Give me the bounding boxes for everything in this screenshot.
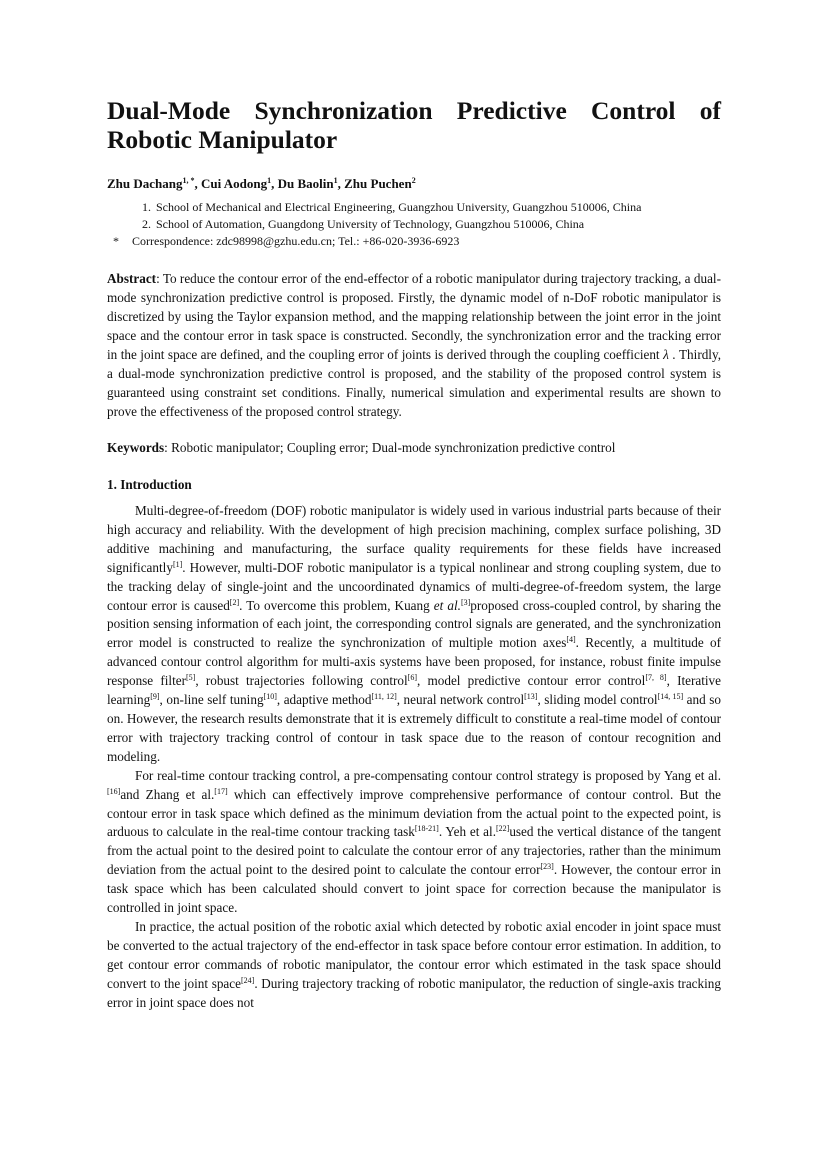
paragraph-text: In practice, the actual position of the robotic axial which detected by robotic axial encoder in joint space must be converted to the actual trajectory of the end-effector in task space before contour error estimation. In addition, to get contour error commands of robotic manipulator, the contour error which estimated in the task space should convert to the joint space [107, 918, 721, 991]
author-affiliation-mark: 1, * [182, 176, 195, 185]
author-list: Zhu Dachang$^{1, *}$, Cui Aodong$^1$, Du Baolin$^1$, Zhu Puchen$^2$ [107, 176, 416, 191]
et-al: et al. [433, 597, 461, 613]
paragraph-text: used the vertical distance of the tangent from the actual point to the desired point to calculate the contour error of any trajectories, rather than the minimum deviation from the actual point to the desired point to calculate the contour error [107, 824, 721, 878]
abstract [107, 269, 721, 421]
citation: [6] [407, 673, 417, 683]
paragraph-text: , on-line self tuning [159, 692, 264, 708]
citation: [5] [186, 673, 196, 683]
citation: [2] [229, 597, 240, 607]
keywords [107, 438, 721, 457]
citation: [17] [214, 786, 228, 796]
author-affiliation-mark: 1 [333, 176, 338, 185]
paragraph-text: . Yeh et al. [438, 824, 496, 840]
citation: [18-21] [414, 824, 439, 834]
paragraph-text: Multi-degree-of-freedom (DOF) robotic manipulator is widely used in various industrial parts because of their high accuracy and reliability. With the development of high precision machining, complex surface polishing, 3D additive machining and manufacturing, the surface quality requirements for these fields have increased significantly [107, 503, 721, 575]
author-name: Du Baolin [277, 176, 334, 191]
paragraph-text: proposed cross-coupled control, by sharing the position sensing information of each joint, the corresponding control signals are generated, and the synchronization error model is constructed to realize the synchronization of multiple motion axes [107, 597, 721, 651]
paragraph-text: , sliding model control [537, 692, 658, 708]
paper-title: Dual-Mode Synchronization Predictive Control of Robotic Manipulator [107, 96, 721, 154]
citation: [1] [172, 559, 183, 569]
paragraph-text: For real-time contour tracking control, a pre-compensating contour control strategy is proposed by Yang et al. [135, 767, 721, 783]
affiliation-text: School of Mechanical and Electrical Engineering, Guangzhou University, Guangzhou 510006, China [156, 200, 642, 214]
paragraph-text: which can effectively improve comprehensive performance of contour control. But the contour error in task space which defined as the minimum deviation from the actual point to the expected point, is arduous to calculate in the real-time contour tracking task [107, 786, 722, 840]
paragraph-text: . Recently, a multitude of advanced contour control algorithm for multi-axis systems have been proposed, for instance, robust finite impulse response filter [107, 635, 721, 689]
citation: [23] [540, 862, 554, 872]
body-paragraph [107, 502, 721, 767]
affiliation-item [107, 216, 721, 233]
abstract-text: . Thirdly, a dual-mode synchronization predictive control is proposed, and the stability of the proposed control system is guaranteed using constraint set conditions. Finally, numerical simulation and experimental results are shown to prove the effectiveness of the proposed control strategy. [107, 347, 721, 419]
citation: [13] [524, 692, 538, 702]
correspondence-line [107, 233, 721, 250]
citation: [10] [263, 692, 277, 702]
affiliation-list [107, 199, 721, 250]
paragraph-text: , robust trajectories following control [195, 673, 408, 689]
paragraph-text: , adaptive method [276, 692, 372, 708]
body-paragraph [107, 767, 721, 918]
affiliation-number: 2. [142, 217, 151, 231]
paragraph-text: , neural network control [396, 692, 525, 708]
paragraph-text: and Zhang et al. [120, 786, 215, 802]
citation: [14, 15] [657, 692, 684, 702]
keywords-text: : Robotic manipulator; Coupling error; Dual-mode synchronization predictive control [164, 440, 616, 455]
citation: [22] [496, 824, 510, 834]
author-name: Cui Aodong [201, 176, 268, 191]
author-affiliation-mark: 1 [267, 176, 272, 185]
section-heading: 1. Introduction [107, 477, 192, 492]
affiliation-number: 1. [142, 200, 151, 214]
paragraph-text: and so on. However, the research results demonstrate that it is extremely difficult to constitute a real-time model of contour error with trajectory tracking control of contour in task space due to the reason of contour recognition and modeling. [107, 692, 721, 764]
paragraph-text: . To overcome this problem, Kuang [239, 597, 434, 613]
paragraph-text: , model predictive contour error control [417, 673, 646, 689]
paragraph-text: . However, the contour error in task space which has been calculated should convert to joint space for correction because the manipulator is controlled in joint space. [107, 862, 722, 916]
citation: [16] [107, 786, 121, 796]
citation: [11, 12] [371, 692, 397, 702]
author-name: Zhu Puchen [344, 176, 412, 191]
affiliation-item [107, 199, 721, 216]
correspondence-text: Correspondence: zdc98998@gzhu.edu.cn; Tel.: +86-020-3936-6923 [132, 234, 460, 248]
abstract-text: : To reduce the contour error of the end-effector of a robotic manipulator during trajectory tracking, a dual-mode synchronization predictive control is proposed. Firstly, the dynamic model of n-DoF robotic manipulator is discretized by using the Taylor expansion method, and the mapping relationship between the joint error in the joint space and the contour error in task space is constructed. Secondly, the synchronization error and the tracking error in the joint space are defined, and the coupling error of joints is derived through the coupling coefficient [107, 271, 721, 362]
citation: [3] [460, 597, 471, 607]
keywords-label: Keywords [107, 440, 165, 455]
author-affiliation-mark: 2 [411, 176, 416, 185]
paragraph-text: , Iterative learning [107, 673, 722, 708]
paper-page [107, 96, 721, 1012]
citation: [24] [241, 975, 255, 985]
paragraph-text: . During trajectory tracking of robotic manipulator, the reduction of single-axis tracking error in joint space does not [107, 975, 721, 1010]
body-paragraph [107, 918, 721, 1013]
citation: [7, 8] [645, 673, 667, 683]
correspondence-mark: * [113, 234, 119, 248]
lambda-symbol: λ [663, 347, 669, 362]
affiliation-text: School of Automation, Guangdong University of Technology, Guangzhou 510006, China [156, 217, 585, 231]
author-name: Zhu Dachang [107, 176, 183, 191]
citation: [9] [150, 692, 160, 702]
abstract-label: Abstract [107, 271, 157, 286]
citation: [4] [566, 635, 576, 645]
paragraph-text: . However, multi-DOF robotic manipulator is a typical nonlinear and strong coupling system, due to the tracking delay of single-joint and the uncoordinated dynamics of multi-degree-of-freedom system, the large contour error is caused [107, 559, 721, 613]
